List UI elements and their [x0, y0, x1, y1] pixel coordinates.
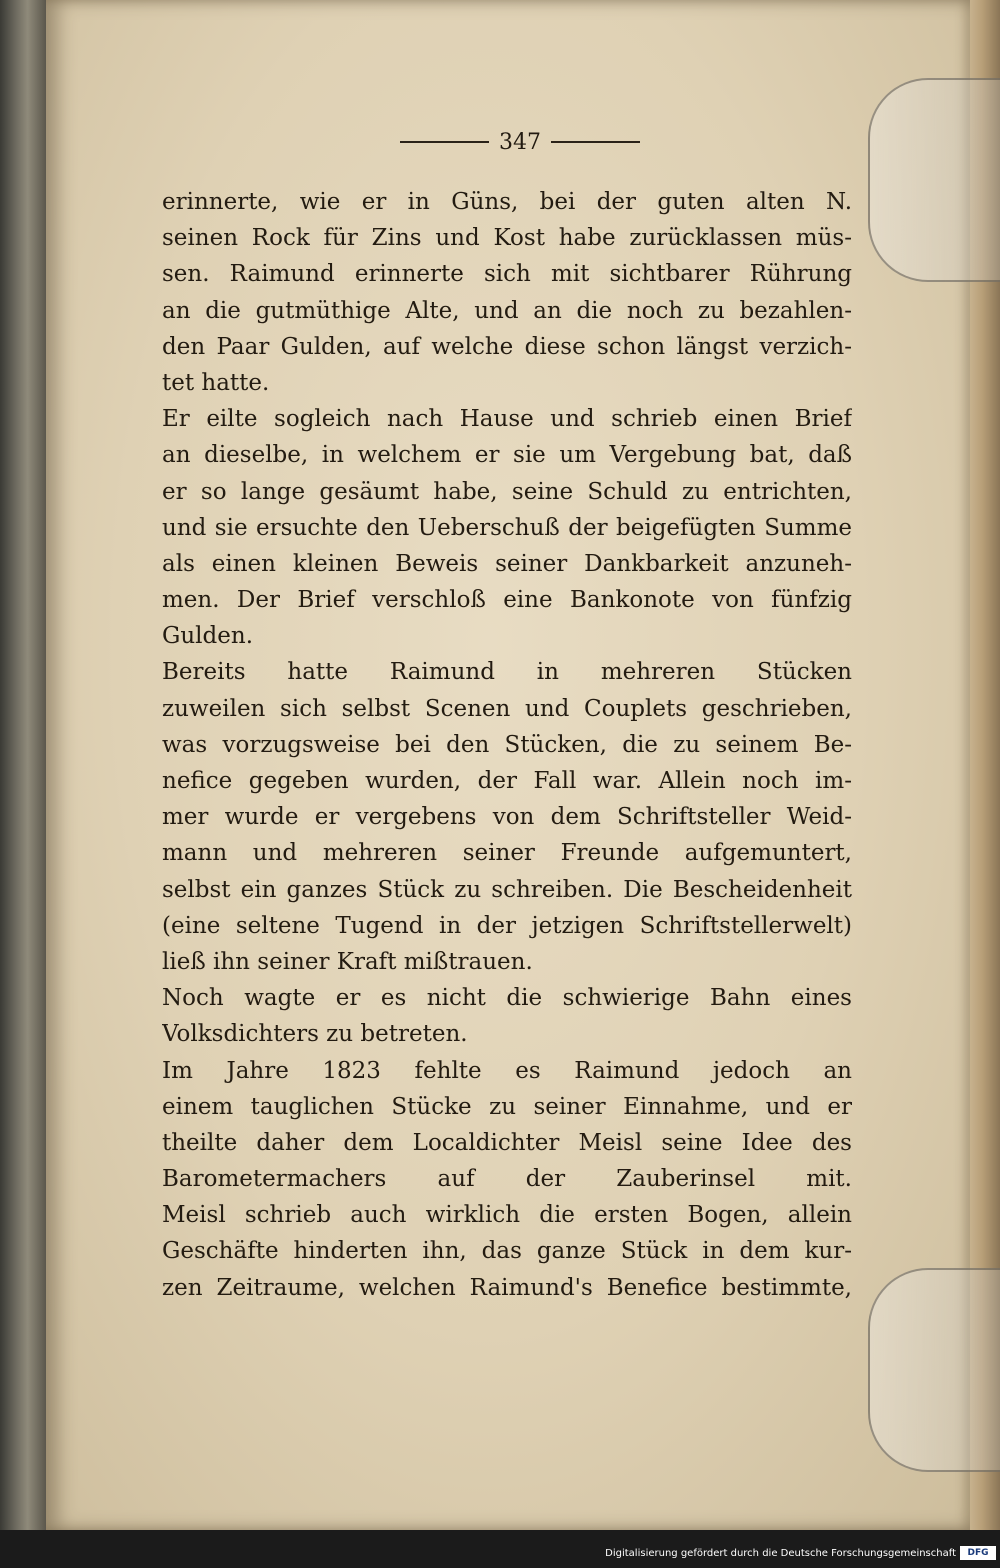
text-line: Bereits hatte Raimund in mehreren Stücken [162, 659, 852, 686]
text-line: mer wurde er vergebens von dem Schriftsteller Weid- [162, 804, 852, 831]
text-line: Volksdichters zu betreten. [162, 1021, 468, 1048]
text-line: an dieselbe, in welchem er sie um Vergebung bat, daß [162, 442, 852, 469]
text-line: einem tauglichen Stücke zu seiner Einnahme, und er [162, 1093, 852, 1120]
page-number: 347 [499, 129, 541, 155]
text-line: Meisl schrieb auch wirklich die ersten Bogen, allein [162, 1202, 852, 1229]
page-header [400, 124, 640, 160]
text-line: seinen Rock für Zins und Kost habe zurücklassen müs- [162, 225, 852, 252]
text-line: Noch wagte er es nicht die schwierige Bahn eines [162, 985, 852, 1012]
header-rule-right [551, 141, 640, 143]
text-line: zen Zeitraume, welchen Raimund's Benefice bestimmte, [162, 1274, 852, 1301]
text-line: zuweilen sich selbst Scenen und Couplets geschrieben, [162, 695, 852, 722]
text-line: Geschäfte hinderten ihn, das ganze Stück in dem kur- [162, 1238, 852, 1265]
dfg-logo: DFG [960, 1546, 996, 1560]
text-line: Er eilte sogleich nach Hause und schrieb einen Brief [162, 406, 852, 433]
digitization-credit: Digitalisierung gefördert durch die Deutsche Forschungsgemeinschaft [605, 1548, 956, 1559]
page-clip-bottom [868, 1268, 1000, 1472]
text-line: selbst ein ganzes Stück zu schreiben. Die Bescheidenheit [162, 876, 852, 903]
text-line: theilte daher dem Localdichter Meisl seine Idee des [162, 1129, 852, 1156]
text-line: ließ ihn seiner Kraft mißtrauen. [162, 948, 533, 975]
adjacent-book-edge [0, 0, 46, 1530]
text-line: an die gutmüthige Alte, und an die noch zu bezahlen- [162, 297, 852, 324]
body-text [162, 184, 852, 1306]
text-line: mann und mehreren seiner Freunde aufgemuntert, [162, 840, 852, 867]
text-line: nefice gegeben wurden, der Fall war. Allein noch im- [162, 768, 852, 794]
text-line: Barometermachers auf der Zauberinsel mit. [162, 1166, 852, 1193]
text-line: Im Jahre 1823 fehlte es Raimund jedoch an [162, 1057, 852, 1084]
text-line: tet hatte. [162, 369, 270, 396]
text-line: men. Der Brief verschloß eine Bankonote von fünfzig [162, 587, 852, 614]
text-line: sen. Raimund erinnerte sich mit sichtbarer Rührung [162, 261, 852, 288]
text-line: und sie ersuchte den Ueberschuß der beigefügten Summe [162, 514, 852, 541]
text-line: als einen kleinen Beweis seiner Dankbarkeit anzuneh- [162, 550, 852, 577]
text-line: Gulden. [162, 623, 254, 650]
header-rule-left [400, 141, 489, 143]
text-line: er so lange gesäumt habe, seine Schuld zu entrichten, [162, 478, 852, 505]
page-clip-top [868, 78, 1000, 282]
text-line: was vorzugsweise bei den Stücken, die zu seinem Be- [162, 731, 852, 758]
text-line: (eine seltene Tugend in der jetzigen Schriftstellerwelt) [162, 912, 852, 939]
text-line: den Paar Gulden, auf welche diese schon längst verzich- [162, 333, 852, 360]
text-line: erinnerte, wie er in Güns, bei der guten alten N. [162, 189, 852, 215]
